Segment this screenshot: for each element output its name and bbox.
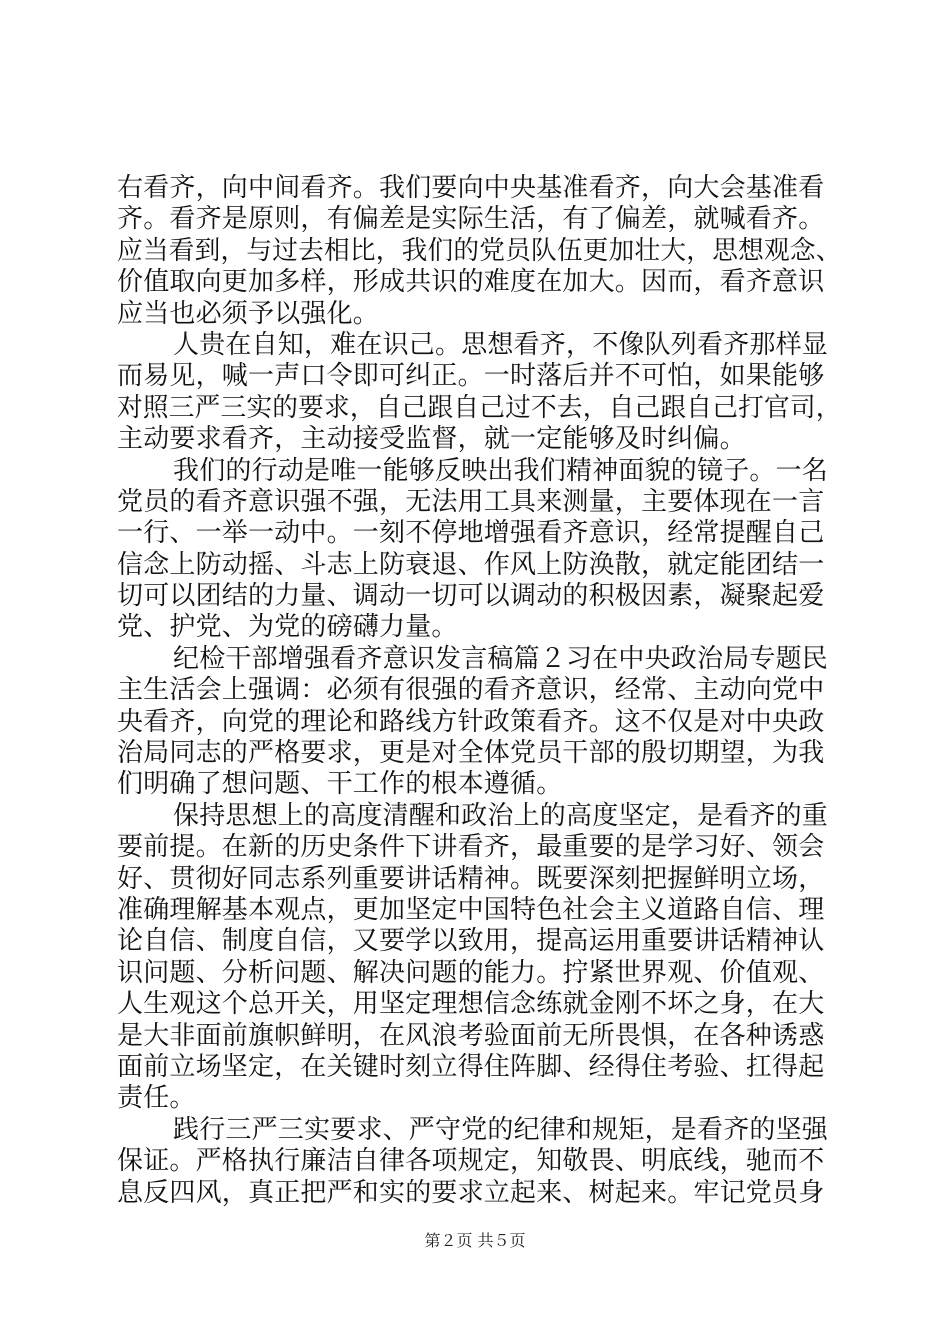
text-line: 应当也必须予以强化。 — [117, 298, 380, 329]
text-line: 纪检干部增强看齐意识发言稿篇２习在中央政治局专题民 — [173, 643, 829, 674]
text-line: 我们的行动是唯一能够反映出我们精神面貌的镜子。一名 — [173, 455, 829, 486]
text-line: 准确理解基本观点，更加坚定中国特色社会主义道路自信、理 — [117, 894, 825, 925]
text-line: 价值取向更加多样，形成共识的难度在加大。因而，看齐意识 — [117, 267, 825, 298]
text-line: 应当看到，与过去相比，我们的党员队伍更加壮大，思想观念、 — [117, 235, 842, 266]
text-line: 面前立场坚定，在关键时刻立得住阵脚、经得住考验、扛得起 — [117, 1051, 825, 1082]
text-line: 论自信、制度自信，又要学以致用，提高运用重要讲话精神认 — [117, 926, 825, 957]
text-line: 而易见，喊一声口令即可纠正。一时落后并不可怕，如果能够 — [117, 361, 825, 392]
text-line: 人生观这个总开关，用坚定理想信念练就金刚不坏之身，在大 — [117, 989, 825, 1020]
text-line: 要前提。在新的历史条件下讲看齐，最重要的是学习好、领会 — [117, 832, 825, 863]
text-line: 识问题、分析问题、解决问题的能力。拧紧世界观、价值观、 — [117, 957, 825, 988]
text-line: 党、护党、为党的磅礴力量。 — [117, 612, 458, 643]
text-line: 信念上防动摇、斗志上防衰退、作风上防涣散，就定能团结一 — [117, 549, 825, 580]
text-line: 齐。看齐是原则，有偏差是实际生活，有了偏差，就喊看齐。 — [117, 204, 825, 235]
text-line: 好、贯彻好同志系列重要讲话精神。既要深刻把握鲜明立场， — [117, 863, 825, 894]
document-body — [117, 173, 842, 1209]
text-line: 央看齐，向党的理论和路线方针政策看齐。这不仅是对中央政 — [117, 706, 825, 737]
text-line: 右看齐，向中间看齐。我们要向中央基准看齐，向大会基准看 — [117, 173, 825, 203]
text-line: 责任。 — [117, 1083, 196, 1114]
text-line: 息反四风，真正把严和实的要求立起来、树起来。牢记党员身 — [117, 1177, 825, 1208]
text-line: 一行、一举一动中。一刻不停地增强看齐意识，经常提醒自己 — [117, 518, 825, 549]
text-line: 保持思想上的高度清醒和政治上的高度坚定，是看齐的重 — [173, 800, 829, 831]
text-line: 治局同志的严格要求，更是对全体党员干部的殷切期望，为我 — [117, 738, 825, 769]
text-line: 切可以团结的力量、调动一切可以调动的积极因素，凝聚起爱 — [117, 581, 825, 612]
text-line: 们明确了想问题、干工作的根本遵循。 — [117, 769, 563, 800]
text-line: 是大非面前旗帜鲜明，在风浪考验面前无所畏惧，在各种诱惑 — [117, 1020, 825, 1051]
text-line: 对照三严三实的要求，自己跟自己过不去，自己跟自己打官司， — [117, 392, 842, 423]
page-footer: 第２页 共５页 — [424, 1231, 526, 1250]
text-line: 党员的看齐意识强不强，无法用工具来测量，主要体现在一言 — [117, 486, 825, 517]
text-line: 保证。严格执行廉洁自律各项规定，知敬畏、明底线，驰而不 — [117, 1146, 825, 1177]
text-line: 践行三严三实要求、严守党的纪律和规矩，是看齐的坚强 — [173, 1114, 829, 1145]
text-line: 主生活会上强调：必须有很强的看齐意识，经常、主动向党中 — [117, 675, 825, 706]
text-line: 主动要求看齐，主动接受监督，就一定能够及时纠偏。 — [117, 424, 746, 455]
text-line: 人贵在自知，难在识己。思想看齐，不像队列看齐那样显 — [173, 329, 829, 360]
